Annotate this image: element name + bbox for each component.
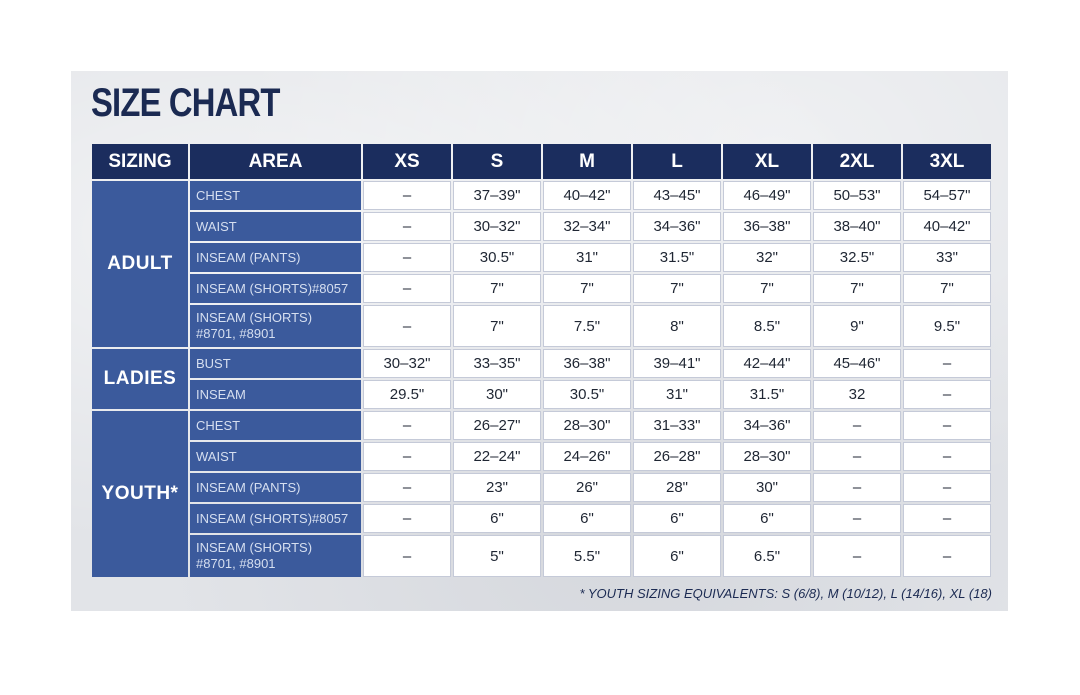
header-size-3xl: 3XL: [903, 144, 991, 179]
area-label-line: INSEAM: [196, 386, 246, 402]
area-label-line: WAIST: [196, 218, 237, 234]
area-label: [190, 442, 361, 471]
area-label-line: CHEST: [196, 417, 241, 433]
size-value-s: 33–35": [453, 349, 541, 378]
size-value-2xl: 45–46": [813, 349, 901, 378]
size-table: [90, 142, 993, 579]
size-value-l: 26–28": [633, 442, 721, 471]
area-label: [190, 305, 361, 347]
size-value-xl: 32": [723, 243, 811, 272]
area-label: [190, 504, 361, 533]
size-value-3xl: –: [903, 442, 991, 471]
size-value-xs: 30–32": [363, 349, 451, 378]
size-value-3xl: –: [903, 535, 991, 577]
size-value-xs: –: [363, 442, 451, 471]
table-row: [92, 349, 991, 378]
area-label: [190, 243, 361, 272]
area-label-line: #8701, #8901: [196, 326, 276, 341]
size-value-2xl: 9": [813, 305, 901, 347]
size-value-s: 37–39": [453, 181, 541, 210]
size-value-3xl: –: [903, 380, 991, 409]
size-value-3xl: 54–57": [903, 181, 991, 210]
size-value-3xl: –: [903, 504, 991, 533]
size-value-2xl: 32.5": [813, 243, 901, 272]
size-value-xs: –: [363, 535, 451, 577]
area-label: [190, 473, 361, 502]
size-value-xl: 8.5": [723, 305, 811, 347]
size-value-m: 32–34": [543, 212, 631, 241]
size-value-2xl: –: [813, 411, 901, 440]
size-value-xs: –: [363, 243, 451, 272]
size-value-xl: 31.5": [723, 380, 811, 409]
size-value-xs: –: [363, 305, 451, 347]
area-label-line: INSEAM (PANTS): [196, 479, 301, 495]
size-value-2xl: 7": [813, 274, 901, 303]
header-size-l: L: [633, 144, 721, 179]
size-value-s: 30–32": [453, 212, 541, 241]
size-value-2xl: –: [813, 442, 901, 471]
size-value-xs: –: [363, 504, 451, 533]
size-value-s: 23": [453, 473, 541, 502]
table-row: [92, 535, 991, 577]
area-label: [190, 411, 361, 440]
table-row: [92, 181, 991, 210]
area-label-line: INSEAM (SHORTS)#8057: [196, 510, 349, 526]
area-label-line: INSEAM (SHORTS): [196, 310, 313, 325]
table-body: [92, 181, 991, 577]
table-row: [92, 212, 991, 241]
size-value-xl: 34–36": [723, 411, 811, 440]
youth-sizing-footnote: * YOUTH SIZING EQUIVALENTS: S (6/8), M (10/12), L (14/16), XL (18): [579, 586, 992, 601]
table-row: [92, 504, 991, 533]
area-label-line: CHEST: [196, 187, 241, 203]
size-value-3xl: 40–42": [903, 212, 991, 241]
size-value-xl: 7": [723, 274, 811, 303]
size-value-m: 40–42": [543, 181, 631, 210]
header-size-2xl: 2XL: [813, 144, 901, 179]
size-value-m: 7": [543, 274, 631, 303]
size-value-s: 7": [453, 274, 541, 303]
size-value-xl: 42–44": [723, 349, 811, 378]
table-row: [92, 380, 991, 409]
size-value-s: 26–27": [453, 411, 541, 440]
table-row: [92, 411, 991, 440]
area-label: [190, 535, 361, 577]
table-row: [92, 274, 991, 303]
size-value-m: 36–38": [543, 349, 631, 378]
size-value-s: 5": [453, 535, 541, 577]
size-value-s: 22–24": [453, 442, 541, 471]
table-row: [92, 442, 991, 471]
size-value-m: 31": [543, 243, 631, 272]
size-value-xl: 6": [723, 504, 811, 533]
size-value-2xl: –: [813, 504, 901, 533]
size-value-2xl: –: [813, 473, 901, 502]
header-area: AREA: [190, 144, 361, 179]
size-value-l: 31–33": [633, 411, 721, 440]
size-value-l: 31": [633, 380, 721, 409]
size-value-3xl: 7": [903, 274, 991, 303]
size-value-l: 28": [633, 473, 721, 502]
size-value-m: 5.5": [543, 535, 631, 577]
size-value-l: 8": [633, 305, 721, 347]
size-value-xl: 6.5": [723, 535, 811, 577]
area-label-line: WAIST: [196, 448, 237, 464]
size-value-xs: –: [363, 181, 451, 210]
header-size-xs: XS: [363, 144, 451, 179]
header-size-m: M: [543, 144, 631, 179]
area-label: [190, 181, 361, 210]
area-label: [190, 349, 361, 378]
size-value-s: 6": [453, 504, 541, 533]
size-value-m: 24–26": [543, 442, 631, 471]
size-chart-card: [71, 71, 1008, 611]
header-size-xl: XL: [723, 144, 811, 179]
size-value-l: 31.5": [633, 243, 721, 272]
size-value-3xl: –: [903, 411, 991, 440]
size-value-l: 6": [633, 504, 721, 533]
size-value-xl: 30": [723, 473, 811, 502]
area-label-line: INSEAM (SHORTS): [196, 540, 313, 555]
size-value-l: 43–45": [633, 181, 721, 210]
area-label-line: INSEAM (SHORTS)#8057: [196, 280, 349, 296]
size-value-xs: –: [363, 212, 451, 241]
area-label: [190, 212, 361, 241]
size-value-s: 30": [453, 380, 541, 409]
size-value-xl: 36–38": [723, 212, 811, 241]
size-value-s: 7": [453, 305, 541, 347]
area-label: [190, 380, 361, 409]
size-value-3xl: –: [903, 473, 991, 502]
area-label-line: #8701, #8901: [196, 556, 276, 571]
area-label-line: BUST: [196, 355, 231, 371]
size-value-3xl: 33": [903, 243, 991, 272]
size-value-m: 26": [543, 473, 631, 502]
area-label: [190, 274, 361, 303]
group-label-youth: YOUTH*: [92, 411, 188, 577]
size-value-m: 30.5": [543, 380, 631, 409]
size-value-xs: 29.5": [363, 380, 451, 409]
size-value-xl: 46–49": [723, 181, 811, 210]
chart-title: SIZE CHART: [91, 81, 280, 125]
header-sizing: SIZING: [92, 144, 188, 179]
size-value-2xl: 38–40": [813, 212, 901, 241]
size-value-l: 7": [633, 274, 721, 303]
size-value-2xl: 32: [813, 380, 901, 409]
size-value-3xl: 9.5": [903, 305, 991, 347]
area-label-line: INSEAM (PANTS): [196, 249, 301, 265]
table-row: [92, 243, 991, 272]
size-value-l: 39–41": [633, 349, 721, 378]
size-value-m: 7.5": [543, 305, 631, 347]
size-value-2xl: –: [813, 535, 901, 577]
group-label-ladies: LADIES: [92, 349, 188, 409]
size-value-s: 30.5": [453, 243, 541, 272]
size-value-l: 34–36": [633, 212, 721, 241]
size-value-m: 28–30": [543, 411, 631, 440]
size-value-m: 6": [543, 504, 631, 533]
header-size-s: S: [453, 144, 541, 179]
group-label-adult: ADULT: [92, 181, 188, 347]
size-value-3xl: –: [903, 349, 991, 378]
header-row: [92, 144, 991, 179]
size-value-2xl: 50–53": [813, 181, 901, 210]
size-value-xs: –: [363, 411, 451, 440]
size-value-xl: 28–30": [723, 442, 811, 471]
size-value-xs: –: [363, 274, 451, 303]
table-row: [92, 305, 991, 347]
size-value-l: 6": [633, 535, 721, 577]
table-row: [92, 473, 991, 502]
size-value-xs: –: [363, 473, 451, 502]
